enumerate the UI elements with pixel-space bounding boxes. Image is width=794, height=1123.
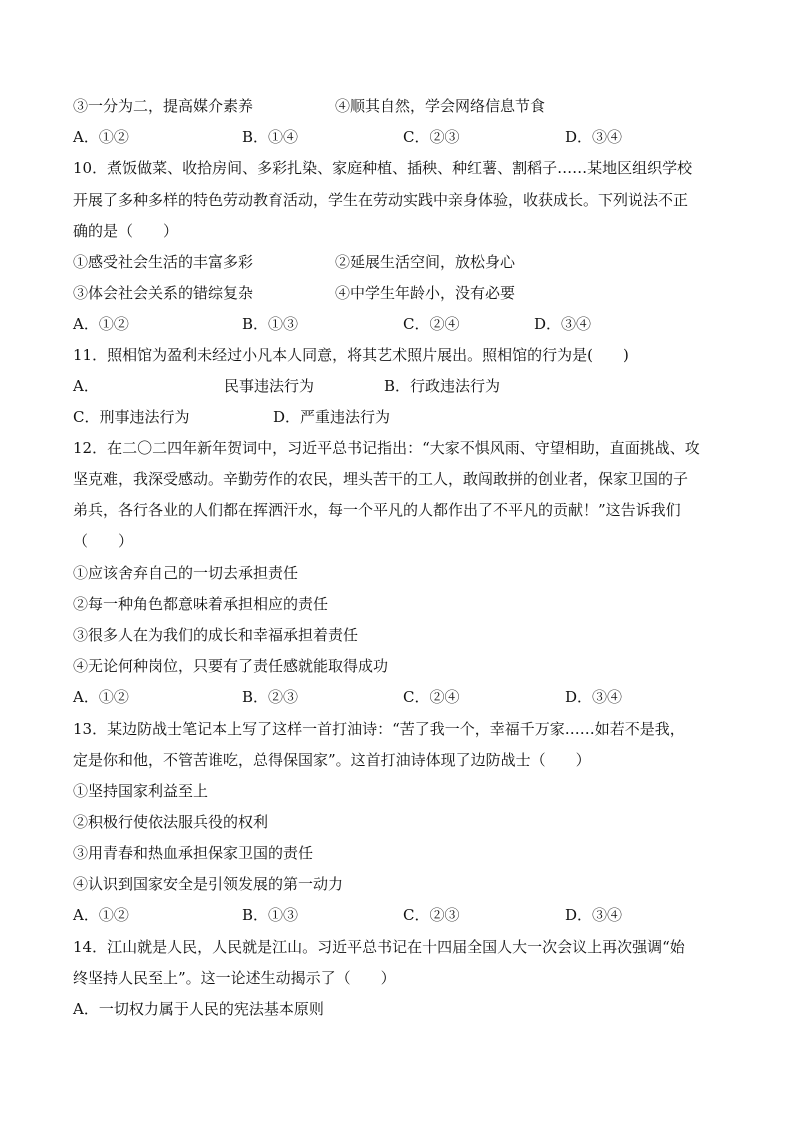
q12-statement-1: ①应该舍弃自己的一切去承担责任	[73, 564, 299, 582]
q12-option-d: D．③④	[565, 688, 623, 706]
q13-option-d: D．③④	[565, 906, 623, 924]
q11-option-c: C．刑事违法行为	[73, 408, 190, 426]
q11-option-b: B．行政违法行为	[384, 377, 501, 395]
q12-statement-3: ③很多人在为我们的成长和幸福承担着责任	[73, 626, 359, 644]
q10-option-d: D．③④	[534, 315, 592, 333]
q12-stem-line-1: 12．在二〇二四年新年贺词中，习近平总书记指出：“大家不惧风雨、守望相助，直面挑战、攻	[73, 439, 700, 457]
q13-statement-3: ③用青春和热血承担保家卫国的责任	[73, 844, 314, 862]
q13-statement-4: ④认识到国家安全是引领发展的第一动力	[73, 875, 344, 893]
q12-statement-2: ②每一种角色都意味着承担相应的责任	[73, 595, 329, 613]
q12-option-a: A．①②	[73, 688, 129, 706]
q10-statement-3: ③体会社会关系的错综复杂	[73, 284, 254, 302]
q9-option-b: B．①④	[242, 128, 299, 146]
q10-stem-line-2: 开展了多种多样的特色劳动教育活动，学生在劳动实践中亲身体验，收获成长。下列说法不正	[73, 191, 689, 209]
q10-stem-line-3: 确的是（ ）	[73, 222, 179, 240]
q13-statement-1: ①坚持国家利益至上	[73, 782, 209, 800]
q11-option-d: D．严重违法行为	[273, 408, 391, 426]
q11-option-a-text: 民事违法行为	[224, 377, 315, 395]
q12-option-c: C．②④	[403, 688, 460, 706]
q9-option-d: D．③④	[565, 128, 623, 146]
q14-stem-line-1: 14．江山就是人民，人民就是江山。习近平总书记在十四届全国人大一次会议上再次强调“始	[73, 938, 685, 956]
q10-option-b: B．①③	[242, 315, 299, 333]
q12-statement-4: ④无论何种岗位，只要有了责任感就能取得成功	[73, 657, 389, 675]
q13-stem-line-2: 定是你和他，不管苦谁吃，总得保国家”。这首打油诗体现了边防战士（ ）	[73, 751, 591, 769]
q13-statement-2: ②积极行使依法服兵役的权利	[73, 813, 269, 831]
q13-option-a: A．①②	[73, 906, 129, 924]
q12-option-b: B．②③	[242, 688, 299, 706]
q12-stem-line-2: 坚克难，我深受感动。辛勤劳作的农民，埋头苦干的工人，敢闯敢拼的创业者，保家卫国的子	[73, 470, 689, 488]
q10-option-a: A．①②	[73, 315, 129, 333]
q9-statement-4: ④顺其自然，学会网络信息节食	[335, 97, 546, 115]
q13-option-b: B．①③	[242, 906, 299, 924]
q10-statement-4: ④中学生年龄小，没有必要	[335, 284, 516, 302]
q11-stem-line-1: 11．照相馆为盈利未经过小凡本人同意，将其艺术照片展出。照相馆的行为是( )	[73, 346, 629, 364]
q9-statement-3: ③一分为二，提高媒介素养	[73, 97, 254, 115]
q13-stem-line-1: 13．某边防战士笔记本上写了这样一首打油诗：“苦了我一个，幸福千万家……如若不是我，	[73, 720, 685, 738]
q14-option-a: A．一切权力属于人民的宪法基本原则	[73, 1000, 324, 1018]
q10-option-c: C．②④	[403, 315, 460, 333]
q11-option-a-label: A．	[73, 377, 99, 395]
q12-stem-line-3: 弟兵，各行各业的人们都在挥洒汗水，每一个平凡的人都作出了不平凡的贡献！”这告诉我们	[73, 501, 681, 519]
q10-statement-1: ①感受社会生活的丰富多彩	[73, 253, 254, 271]
q10-statement-2: ②延展生活空间，放松身心	[335, 253, 516, 271]
q9-option-c: C．②③	[403, 128, 460, 146]
q10-stem-line-1: 10．煮饭做菜、收拾房间、多彩扎染、家庭种植、插秧、种红薯、割稻子……某地区组织学校	[73, 159, 693, 177]
q13-option-c: C．②③	[403, 906, 460, 924]
q14-stem-line-2: 终坚持人民至上”。这一论述生动揭示了（ ）	[73, 969, 396, 987]
q9-option-a: A．①②	[73, 128, 129, 146]
q12-stem-line-4: （ ）	[73, 532, 134, 550]
